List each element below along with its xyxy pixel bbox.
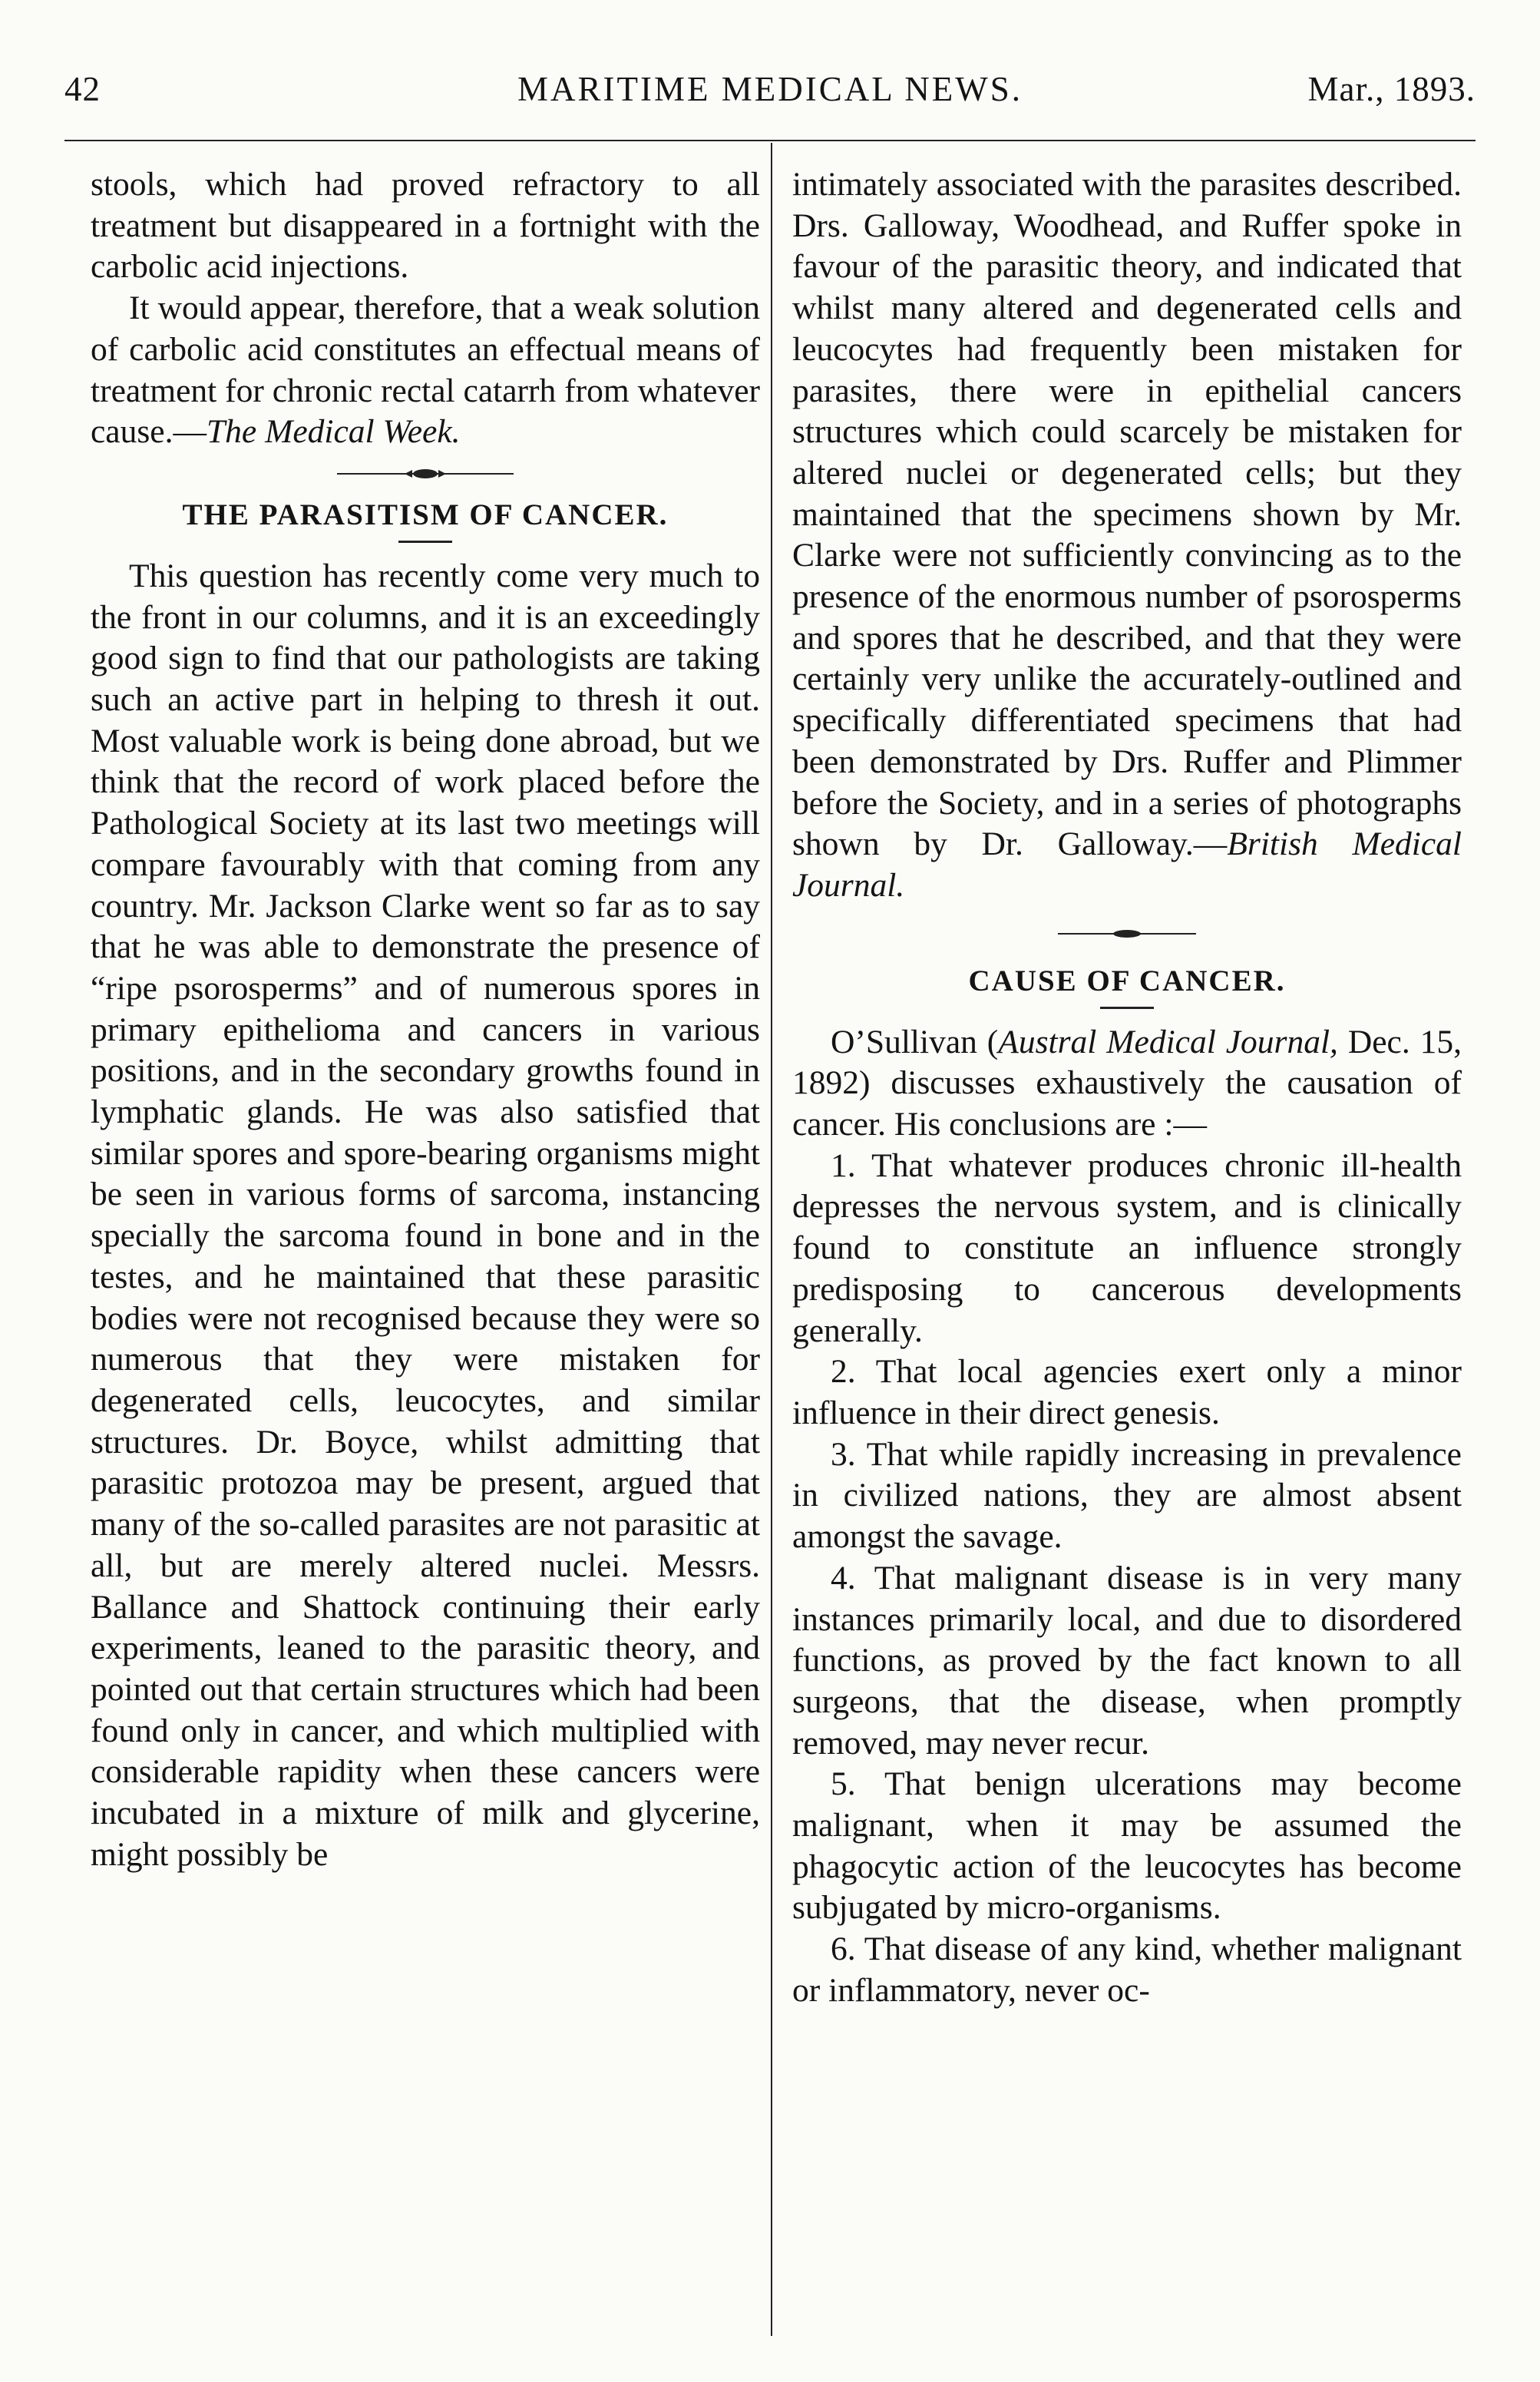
conclusion-item: 5. That benign ulcerations may become malignant, when it may be assumed the phagocytic action of the leucocytes has become subjugated by micro-organisms. [792,1765,1462,1927]
paragraph-carbolic-conclusion [91,288,760,453]
heading-rule [91,536,760,556]
conclusion-item: 6. That disease of any kind, whether malignant or inflammatory, never oc- [792,1930,1462,2009]
continued-paragraph: stools, which had proved refractory to all treatment but disappeared in a fortnight with the carbolic acid injections. [91,166,760,286]
conclusion-item: 2. That local agencies exert only a minor influence in their direct genesis. [792,1353,1462,1431]
article-body-paragraph: This question has recently come very much to the front in our columns, and it is an exceedingly good sign to find that our pathologists are taking such an active part in helping to thresh it out. Most valuable work is being done abroad, but we think that the record of work placed before the Pathological Society at its last two meetings will compare favourably with that coming from any country. Mr. Jackson Clarke went so far as to say that he was able to demonstrate the presence of “ripe psorosperms” and of numerous spores in primary epithelioma and cancers in various positions, and in the secondary growths found in lymphatic glands. He was also satisfied that similar spores and spore-bearing organisms might be seen in various forms of sarcoma, instancing specially the sarcoma found in bone and in the testes, and he maintained that these parasitic bodies were not recognised because they were so numerous that they were mistaken for degenerated cells, leucocytes, and similar structures. Dr. Boyce, whilst admitting that parasitic protozoa may be present, argued that many of the so-called parasites are not parasitic at all, but are merely altered nuclei. Messrs. Ballance and Shattock continuing their early experiments, leaned to the parasitic theory, and pointed out that certain structures which had been found only in cancer, and which multiplied with considerable rapidity when these cancers were incubated in a mixture of milk and glycerine, might possibly be [91,557,760,1873]
running-head [64,66,1476,112]
article-heading: CAUSE OF CANCER. [968,964,1286,997]
conclusion-item: 1. That whatever produces chronic ill-health depresses the nervous system, and is clinically found to constitute an influence strongly predisposing to cancerous developments generally. [792,1146,1462,1349]
column-divider [771,143,772,2336]
right-column [792,164,1462,2012]
left-column [91,164,760,1875]
source-citation: British Medical Journal. [792,825,1462,904]
header-rule [64,140,1476,141]
journal-title: MARITIME MEDICAL NEWS. [517,70,1023,108]
intro-text-continued: Dec. 15, 1892) discusses exhaustively the causation of cancer. His conclusions are :— [792,1023,1462,1143]
heading-rule [792,1002,1462,1022]
conclusion-item: 3. That while rapidly increasing in prevalence in civilized nations, they are almost absent amongst the savage. [792,1435,1462,1556]
ornament-divider [792,907,1462,961]
journal-citation: Austral Medical Journal, [998,1023,1338,1060]
article-heading: THE PARASITISM OF CANCER. [182,498,669,531]
issue-date: Mar., 1893. [1307,70,1476,108]
source-citation: The Medical Week. [206,413,461,451]
page-number: 42 [64,70,101,108]
ornament-divider [91,453,760,495]
intro-text: O’Sullivan ( [831,1023,999,1060]
paragraph-text: It would appear, therefore, that a weak solution of carbolic acid constitutes an effectual means of treatment for chronic rectal catarrh from whatever cause.— [91,289,760,451]
intro-paragraph [792,1022,1462,1146]
conclusion-item: 4. That malignant disease is in very many instances primarily local, and due to disordered functions, as proved by the fact known to all surgeons, that the disease, when promptly removed, may never recur. [792,1559,1462,1762]
paragraph-text: intimately associated with the parasites described. Drs. Galloway, Woodhead, and Ruffer spoke in favour of the parasitic theory, and indicated that whilst many altered and degenerated cells and leucocytes had frequently been mistaken for parasites, there were in epithelial cancers structures which could scarcely be mistaken for altered nuclei or degenerated cells; but they maintained that the specimens shown by Mr. Clarke were not sufficiently convincing as to the presence of the enormous number of psorosperms and spores that he described, and that they were certainly very unlike the accurately-outlined and specifically differentiated specimens that had been demonstrated by Drs. Ruffer and Plimmer before the Society, and in a series of photographs shown by Dr. Galloway.— [792,166,1462,863]
continued-paragraph [792,164,1462,907]
